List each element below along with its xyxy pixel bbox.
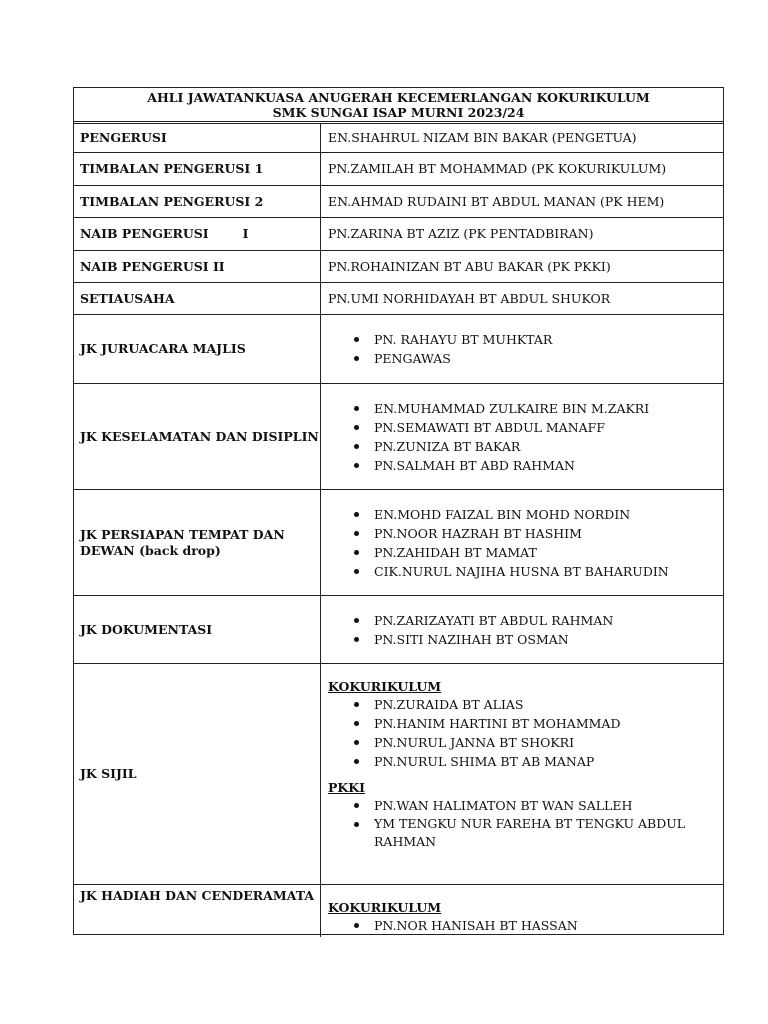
role-label-main: NAIB PENGERUSI — [80, 226, 209, 241]
table-row — [74, 490, 723, 596]
list-item: EN.MOHD FAIZAL BIN MOHD NORDIN — [374, 505, 723, 524]
role-label: PENGERUSI — [74, 124, 321, 152]
list-item: EN.MUHAMMAD ZULKAIRE BIN M.ZAKRI — [374, 399, 723, 418]
list-item: YM TENGKU NUR FAREHA BT TENGKU ABDUL RAHMAN — [374, 815, 723, 851]
role-label: TIMBALAN PENGERUSI 1 — [74, 153, 321, 185]
list-item: CIK.NURUL NAJIHA HUSNA BT BAHARUDIN — [374, 562, 723, 581]
list-item: PN.SALMAH BT ABD RAHMAN — [374, 456, 723, 475]
member-list-cell — [321, 490, 723, 595]
list-item: PN.NURUL JANNA BT SHOKRI — [374, 733, 723, 752]
list-item: PN.NOR HANISAH BT HASSAN — [374, 916, 723, 935]
member-name: PN.ZAMILAH BT MOHAMMAD (PK KOKURIKULUM) — [328, 161, 667, 176]
list-item: PN.ZURAIDA BT ALIAS — [374, 695, 723, 714]
list-item: PN.ZARIZAYATI BT ABDUL RAHMAN — [374, 611, 723, 630]
list-item: PN.HANIM HARTINI BT MOHAMMAD — [374, 714, 723, 733]
table-row — [74, 283, 723, 315]
committee-label: JK JURUACARA MAJLIS — [74, 315, 321, 383]
committee-label: JK SIJIL — [74, 664, 321, 884]
section-heading-kokurikulum: KOKURIKULUM — [328, 679, 442, 694]
member-list-cell — [321, 384, 723, 489]
role-label — [74, 218, 321, 250]
committee-label — [74, 490, 321, 595]
member-name: PN.ZARINA BT AZIZ (PK PENTADBIRAN) — [328, 226, 594, 241]
member-list-cell — [321, 596, 723, 663]
list-item: PN.SEMAWATI BT ABDUL MANAFF — [374, 418, 723, 437]
committee-label: JK HADIAH DAN CENDERAMATA — [74, 885, 321, 937]
role-label: NAIB PENGERUSI II — [74, 251, 321, 282]
committee-table — [73, 87, 724, 935]
member-list — [328, 796, 723, 851]
table-row — [74, 664, 723, 885]
list-item: PN.WAN HALIMATON BT WAN SALLEH — [374, 796, 723, 815]
section-heading-kokurikulum: KOKURIKULUM — [328, 900, 442, 915]
member-list — [328, 330, 723, 368]
list-item: PN.ZAHIDAH BT MAMAT — [374, 543, 723, 562]
table-row — [74, 124, 723, 153]
member-list-cell — [321, 885, 723, 937]
member-list — [328, 611, 723, 649]
table-row — [74, 186, 723, 218]
table-row — [74, 218, 723, 251]
table-row — [74, 885, 723, 937]
member-name: PN.UMI NORHIDAYAH BT ABDUL SHUKOR — [328, 290, 611, 306]
list-item: PN.NOOR HAZRAH BT HASHIM — [374, 524, 723, 543]
table-row — [74, 251, 723, 283]
committee-label-line-1: JK PERSIAPAN TEMPAT DAN — [80, 526, 285, 542]
member-list — [328, 695, 723, 771]
table-row — [74, 315, 723, 384]
member-list — [328, 399, 723, 475]
list-item: PN. RAHAYU BT MUHKTAR — [374, 330, 723, 349]
member-list-cell — [321, 315, 723, 383]
title-line-1: AHLI JAWATANKUASA ANUGERAH KECEMERLANGAN KOKURIKULUM — [147, 90, 650, 105]
table-row — [74, 596, 723, 664]
member-name: EN.SHAHRUL NIZAM BIN BAKAR (PENGETUA) — [328, 130, 637, 145]
committee-label: JK DOKUMENTASI — [74, 596, 321, 663]
member-list — [328, 916, 723, 935]
list-item: PN.ZUNIZA BT BAKAR — [374, 437, 723, 456]
list-item: PENGAWAS — [374, 349, 723, 368]
role-label-numeral: I — [242, 226, 249, 241]
member-name: PN.ROHAINIZAN BT ABU BAKAR (PK PKKI) — [328, 258, 611, 274]
table-row — [74, 153, 723, 186]
section-heading-pkki: PKKI — [328, 780, 365, 795]
list-item: PN.NURUL SHIMA BT AB MANAP — [374, 752, 723, 771]
list-item: PN.SITI NAZIHAH BT OSMAN — [374, 630, 723, 649]
member-list-cell — [321, 664, 723, 884]
committee-label: JK KESELAMATAN DAN DISIPLIN — [74, 384, 321, 489]
table-title — [74, 88, 723, 124]
title-line-2: SMK SUNGAI ISAP MURNI 2023/24 — [272, 105, 525, 120]
member-name: EN.AHMAD RUDAINI BT ABDUL MANAN (PK HEM) — [328, 193, 665, 209]
table-row — [74, 384, 723, 490]
role-label: SETIAUSAHA — [74, 283, 321, 314]
role-label: TIMBALAN PENGERUSI 2 — [74, 186, 321, 217]
committee-label-line-2: DEWAN (back drop) — [80, 542, 221, 558]
member-list — [328, 505, 723, 581]
